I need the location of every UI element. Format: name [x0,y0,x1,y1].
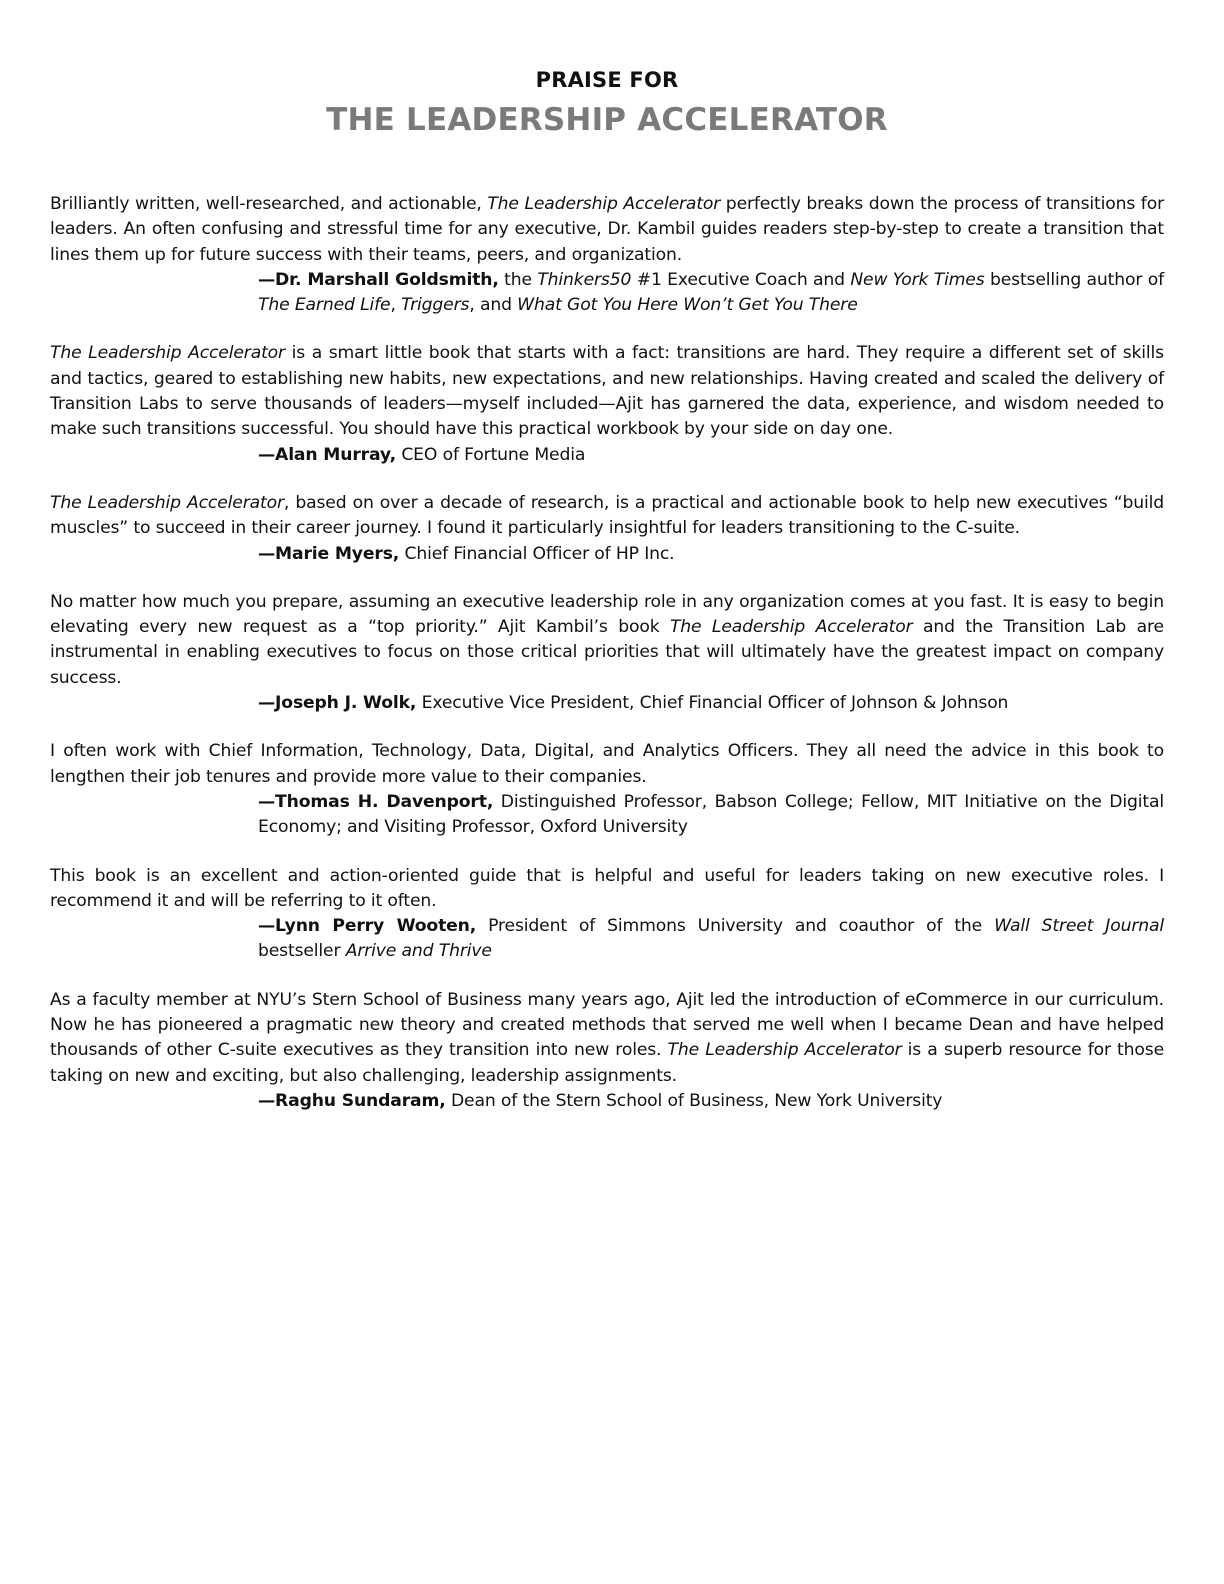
italic-text: The Leadership Accelerator [487,194,721,214]
text-run: bestseller [258,941,346,962]
endorser-name: —Lynn Perry Wooten, [258,916,477,937]
endorsement-quote [50,864,1164,915]
endorser-title [446,1091,943,1111]
endorsement [50,491,1164,567]
italic-text: The Leadership Accelerator [50,343,285,364]
italic-text: Triggers [401,295,470,316]
endorsement-attribution [258,790,1164,841]
text-run: and the Transition Lab are instrumental in enabling executives to focus on those critical priorities that will ultimately have the greatest impact on company success. [50,617,1164,688]
endorser-name: —Dr. Marshall Goldsmith, [258,269,499,290]
text-run: Distinguished Professor, Babson College; Fellow, MIT Initiative on the Digital Economy; and Visiting Professor, Oxford University [258,791,1164,838]
endorsement-quote [50,341,1164,442]
text-run: This book is an excellent and action-oriented guide that is helpful and useful for leaders taking on new executive roles. I recommend it and will be referring to it often. [50,865,1164,911]
text-run: As a faculty member at NYU’s Stern School of Business many years ago, Ajit led the introduction of eCommerce in our curriculum. Now he has pioneered a pragmatic new theory and created methods that served me well when I became Dean and have helped thousands of other C-suite executives as they transition into new roles. [50,989,1164,1061]
text-run: Executive Vice President, Chief Financial Officer of Johnson & Johnson [416,693,1009,714]
endorsement-quote [50,739,1164,790]
endorsement [50,341,1164,467]
endorsement [50,864,1164,965]
text-run: the [498,269,538,290]
endorsement-quote [50,988,1164,1089]
italic-text: Arrive and Thrive [345,941,492,962]
book-title-heading: THE LEADERSHIP ACCELERATOR [326,102,888,138]
text-run: is a superb resource for those taking on new and exciting, but also challenging, leadership assignments. [50,1040,1164,1086]
text-run: bestselling author of [984,269,1164,290]
text-run: , based on over a decade of research, is a practical and actionable book to help new executives “build muscles” to succeed in their career journey. I found it particularly insightful for leaders transitioning to the C-suite. [50,492,1165,539]
endorsement-attribution [258,268,1164,319]
endorser-title [399,544,674,564]
endorsement-attribution [258,1089,1164,1114]
endorser-name: —Joseph J. Wolk, [258,693,417,714]
italic-text: The Earned Life [258,295,391,316]
italic-text: Thinkers50 [537,269,632,290]
text-run: No matter how much you prepare, assuming an executive leadership role in any organization comes at you fast. It is easy to begin elevating every new request as a “top priority.” Ajit Kambil’s book [50,591,1164,638]
endorsement-attribution [258,914,1164,965]
endorsement-list [50,192,1164,1114]
endorser-title [396,445,585,465]
endorsement [50,192,1164,318]
italic-text: Wall Street Journal [994,916,1164,937]
text-run: Brilliantly written, well-researched, and actionable, [50,194,488,214]
italic-text: The Leadership Accelerator [669,617,913,638]
text-run: is a smart little book that starts with a fact: transitions are hard. They require a different set of skills and tactics, geared to establishing new habits, new expectations, and new relationships. Having created and scaled the delivery of Transition Labs to serve thousands of leaders—myself included—Ajit has garnered the data, experience, and wisdom needed to make such transitions successful. You should have this practical workbook by your side on day one. [50,343,1164,440]
endorsement [50,590,1164,716]
endorsement [50,988,1164,1114]
endorser-name: —Alan Murray, [258,444,397,465]
text-run: I often work with Chief Information, Technology, Data, Digital, and Analytics Officers. They all need the advice in this book to lengthen their job tenures and provide more value to their companies. [50,741,1164,787]
endorser-name: —Marie Myers, [258,543,400,564]
endorsement-quote [50,192,1164,268]
endorser-name: —Raghu Sundaram, [258,1090,446,1111]
endorsement-attribution [258,542,1164,567]
endorsement-attribution [258,691,1164,716]
text-run: perfectly breaks down the process of transitions for leaders. An often confusing and stressful time for any executive, Dr. Kambil guides readers step-by-step to create a transition that lines them up for future success with their teams, peers, and organization. [50,194,1164,265]
endorsement [50,739,1164,840]
text-run: Chief Financial Officer of HP Inc. [399,543,675,564]
italic-text: What Got You Here Won’t Get You There [517,295,858,316]
endorsement-quote [50,491,1164,542]
text-run: Dean of the Stern School of Business, New York University [445,1090,943,1111]
text-run: President of Simmons University and coauthor of the [476,916,995,937]
text-run: #1 Executive Coach and [631,269,851,290]
italic-text: The Leadership Accelerator [667,1040,902,1061]
endorser-name: —Thomas H. Davenport, [258,791,494,812]
text-run: , and [469,295,518,316]
praise-page [50,60,1164,1137]
endorsement-quote [50,590,1164,691]
endorser-title [416,693,1008,713]
text-run: , [390,295,402,316]
italic-text: The Leadership Accelerator [50,492,284,513]
endorsement-attribution [258,443,1164,468]
heading-praise-for: PRAISE FOR [535,68,679,92]
italic-text: New York Times [850,269,985,290]
text-run: CEO of Fortune Media [396,444,586,465]
